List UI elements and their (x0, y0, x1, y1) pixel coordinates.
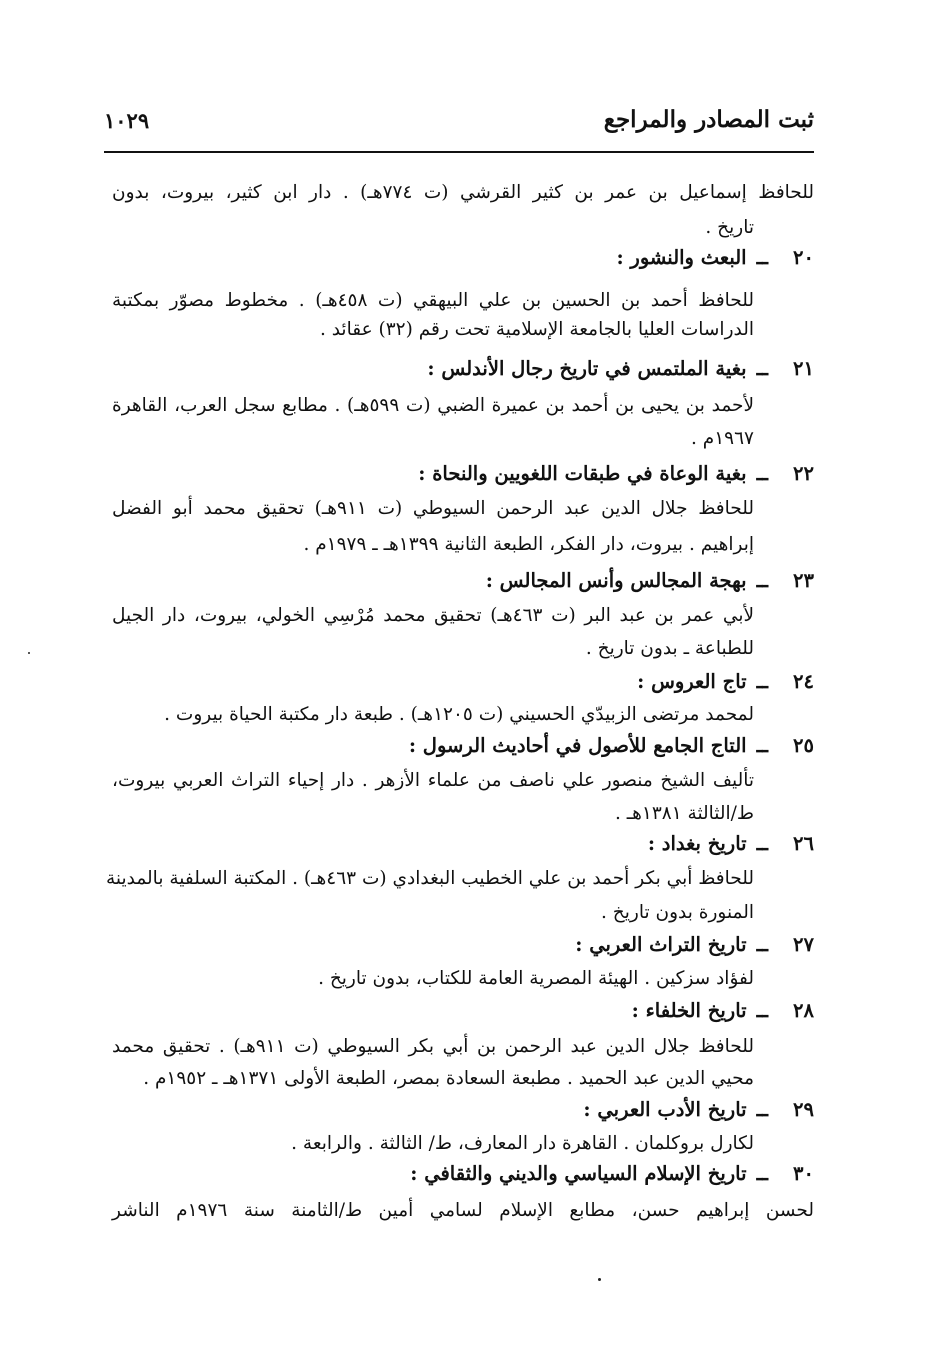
entry-heading (410, 1159, 814, 1189)
entry-heading (637, 667, 814, 697)
entry-dash: ــ (756, 357, 768, 380)
entry-dash: ــ (756, 569, 768, 592)
entry-body-line: للحافظ جلال الدين عبد الرحمن السيوطي (ت ٩١١هـ) تحقيق محمد أبو الفضل (112, 498, 754, 519)
entry-title: تاريخ التراث العربي : (575, 933, 747, 956)
entry-body-line: لمحمد مرتضى الزبيدّي الحسيني (ت ١٢٠٥هـ) . طبعة دار مكتبة الحياة بيروت . (164, 704, 754, 725)
entry-heading (616, 243, 814, 273)
entry-dash: ــ (756, 462, 768, 485)
scan-speck (598, 1278, 601, 1281)
entry-title: بهجة المجالس وأنس المجالس : (485, 569, 747, 592)
entry-body-line: لفؤاد سزكين . الهيئة المصرية العامة للكتاب، بدون تاريخ . (318, 968, 754, 989)
entry-heading (575, 930, 814, 960)
entry-number: ٢٢ (793, 462, 814, 485)
entry-body-line: لأبي عمر بن عبد البر (ت ٤٦٣هـ) تحقيق محمد مُرْسِي الخولي، بيروت، دار الجيل (112, 605, 755, 626)
continuation-line: للحافظ إسماعيل بن عمر بن كثير القرشي (ت ٧٧٤هـ) . دار ابن كثير، بيروت، بدون (112, 182, 815, 203)
entry-number: ٢١ (793, 357, 814, 380)
entry-title: بغية الوعاة في طبقات اللغويين والنحاة : (418, 462, 747, 485)
entry-number: ٢٤ (793, 670, 814, 693)
entry-number: ٢٣ (793, 569, 814, 592)
entry-dash: ــ (756, 999, 768, 1022)
entry-dash: ــ (756, 734, 768, 757)
entry-heading (648, 829, 814, 859)
entry-title: تاريخ الإسلام السياسي والديني والثقافي : (410, 1162, 747, 1185)
entry-body-line: لكارل بروكلمان . القاهرة دار المعارف، ط/ الثالثة . والرابعة . (291, 1133, 754, 1154)
entry-body-line: للحافظ أبي بكر أحمد بن علي الخطيب البغدادي (ت ٤٦٣هـ) . المكتبة السلفية بالمدينة (105, 868, 754, 889)
entry-number: ٣٠ (793, 1162, 814, 1185)
entry-title: تاريخ بغداد : (647, 832, 747, 855)
entry-heading (632, 996, 814, 1026)
entry-dash: ــ (756, 1162, 768, 1185)
entry-title: تاريخ الأدب العربي : (583, 1098, 747, 1121)
entry-number: ٢٨ (793, 999, 814, 1022)
entry-heading (409, 731, 814, 761)
entry-body-line: ١٩٦٧م . (691, 428, 754, 449)
entry-body-line: للطباعة ـ بدون تاريخ . (585, 638, 754, 659)
entry-body-line: للحافظ جلال الدين عبد الرحمن بن أبي بكر السيوطي (ت ٩١١هـ) . تحقيق محمد (112, 1036, 754, 1057)
entry-title: بغية الملتمس في تاريخ رجال الأندلس : (427, 357, 747, 380)
entry-body-line: محيي الدين عبد الحميد . مطبعة السعادة بمصر، الطبعة الأولى ١٣٧١هـ ـ ١٩٥٢م . (143, 1068, 754, 1089)
entry-dash: ــ (756, 1098, 768, 1121)
entry-heading (418, 459, 814, 489)
entry-number: ٢٥ (793, 734, 814, 757)
entry-body-line: إبراهيم . بيروت، دار الفكر، الطبعة الثانية ١٣٩٩هـ ـ ١٩٧٩م . (303, 534, 754, 555)
entry-dash: ــ (756, 832, 768, 855)
entry-body-line: لحسن إبراهيم حسن، مطابع الإسلام لسامي أمين ط/الثامنة سنة ١٩٧٦م الناشر (112, 1200, 814, 1221)
entry-heading (486, 566, 814, 596)
running-header (104, 106, 814, 146)
entry-title: تاريخ الخلفاء : (631, 999, 747, 1022)
entry-body-line: للحافظ أحمد بن الحسين بن علي البيهقي (ت ٤٥٨هـ) . مخطوط مصوّر بمكتبة (112, 290, 755, 311)
entry-title: البعث والنشور : (616, 246, 747, 269)
entry-number: ٢٩ (793, 1098, 814, 1121)
entry-dash: ــ (756, 933, 768, 956)
entry-title: تاج العروس : (637, 670, 747, 693)
header-rule (104, 151, 814, 153)
entry-number: ٢٧ (793, 933, 814, 956)
entry-body-line: ط/الثالثة ١٣٨١هـ . (614, 803, 754, 824)
entry-body-line: لأحمد بن يحيى بن أحمد بن عميرة الضبي (ت ٥٩٩هـ) . مطابع سجل العرب، القاهرة (112, 395, 754, 416)
entry-dash: ــ (756, 246, 768, 269)
entry-number: ٢٠ (793, 246, 814, 269)
page-number: ١٠٢٩ (104, 108, 150, 133)
entry-body-line: تأليف الشيخ منصور علي ناصف من علماء الأزهر . دار إحياء التراث العربي بيروت، (112, 770, 754, 791)
entry-body-line: المنورة بدون تاريخ . (601, 902, 754, 923)
entry-heading (427, 354, 814, 384)
entry-heading (583, 1095, 814, 1125)
scan-speck (28, 652, 30, 654)
entry-dash: ــ (756, 670, 768, 693)
running-header-title: ثبت المصادر والمراجع (603, 106, 814, 133)
continuation-line: تاريخ . (705, 217, 754, 238)
entry-title: التاج الجامع للأصول في أحاديث الرسول : (408, 734, 747, 757)
entry-number: ٢٦ (793, 832, 814, 855)
entry-body-line: الدراسات العليا بالجامعة الإسلامية تحت رقم (٣٢) عقائد . (319, 319, 754, 340)
